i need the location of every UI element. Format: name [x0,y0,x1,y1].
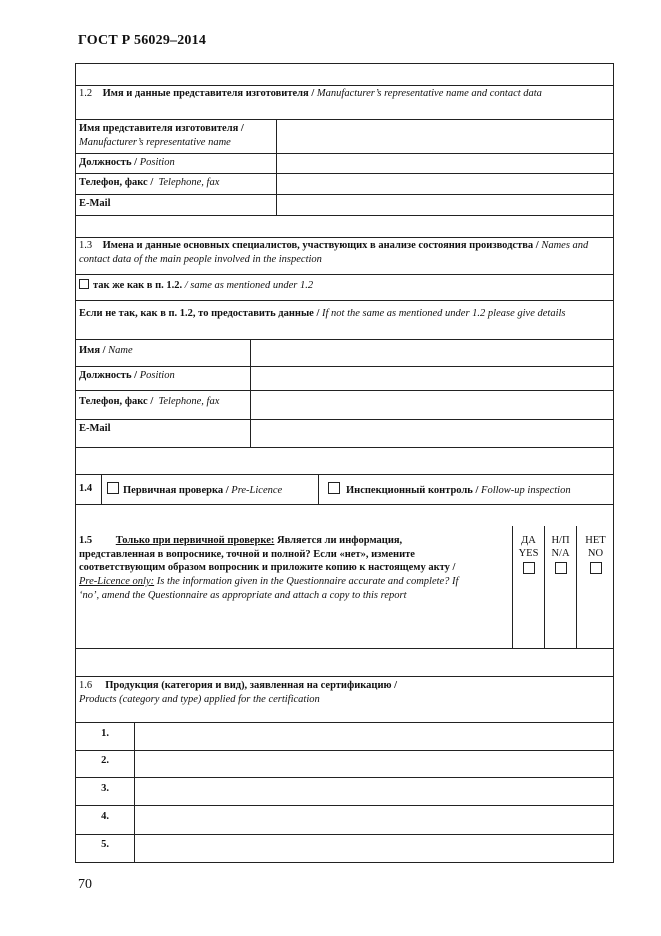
document-header: ГОСТ Р 56029–2014 [78,33,207,48]
section-1-6-title: 1.6 Продукция (категория и вид), заявленная на сертификацию / Products (category and type) applied for the certification [79,680,398,705]
yes-column: ДА YES [513,534,544,578]
if-not-same-instruction: Если не так, как в п. 1.2, то предоставить данные / If not the same as mentioned under 1.2 please give details [79,308,566,319]
page-number: 70 [78,877,92,892]
na-checkbox[interactable] [555,562,567,574]
section-1-5-question: 1.5 Только при первичной проверке: Является ли информация, представленная в вопроснике, точной и полной? Если «нет», измените соответствующим образом вопросник и приложите копию к настоящему акту / Pre-Licence only: Is the information given in the Questionnaire accurate and complete? If ‘no’, amend the Questionnaire as appropriate and attach a copy to this report [79,535,459,601]
rep-phone-field[interactable] [277,174,613,193]
same-as-1-2-option[interactable]: так же как в п. 1.2. / same as mentioned under 1.2 [79,279,313,293]
same-as-1-2-checkbox[interactable] [79,279,89,289]
specialist-email-field[interactable] [251,420,613,446]
product-item-number: 5. [101,839,109,850]
product-field-3[interactable] [135,778,613,804]
yes-checkbox[interactable] [523,562,535,574]
section-1-3-title: 1.3 Имена и данные основных специалистов, участвующих в анализе состояния производства / Names and contact data of the main people involved in the inspection [79,240,589,265]
pre-licence-option[interactable]: Первичная проверка / Pre-Licence [107,482,282,498]
pre-licence-checkbox[interactable] [107,482,119,494]
specialist-position-field[interactable] [251,367,613,389]
no-column: НЕТ NO [577,534,614,578]
product-field-2[interactable] [135,751,613,776]
product-field-5[interactable] [135,835,613,862]
product-field-4[interactable] [135,806,613,833]
specialist-email-label: E-Mail [79,423,111,434]
product-item-number: 3. [101,783,109,794]
product-item-number: 1. [101,728,109,739]
specialist-name-field[interactable] [251,340,613,365]
no-checkbox[interactable] [590,562,602,574]
rep-name-field[interactable] [277,120,613,152]
specialist-position-label: Должность / Position [79,370,175,381]
manufacturer-rep-name-label: Имя представителя изготовителя / Manufacturer’s representative name [79,123,244,148]
na-column: Н/П N/A [545,534,576,578]
section-1-2-title: 1.2 Имя и данные представителя изготовителя / Manufacturer’s representative name and contact data [79,88,542,99]
specialist-phone-field[interactable] [251,391,613,418]
specialist-phone-label: Телефон, факс / Telephone, fax [79,396,220,407]
rep-email-label: E-Mail [79,198,111,209]
product-item-number: 2. [101,755,109,766]
follow-up-option[interactable]: Инспекционный контроль / Follow-up inspection [328,482,571,498]
rep-position-label: Должность / Position [79,157,175,168]
rep-email-field[interactable] [277,195,613,214]
specialist-name-label: Имя / Name [79,345,133,356]
inspection-form-table [75,63,614,863]
section-1-4-number: 1.4 [79,483,93,494]
product-item-number: 4. [101,811,109,822]
product-field-1[interactable] [135,723,613,749]
follow-up-checkbox[interactable] [328,482,340,494]
rep-position-field[interactable] [277,154,613,172]
rep-phone-label: Телефон, факс / Telephone, fax [79,177,220,188]
